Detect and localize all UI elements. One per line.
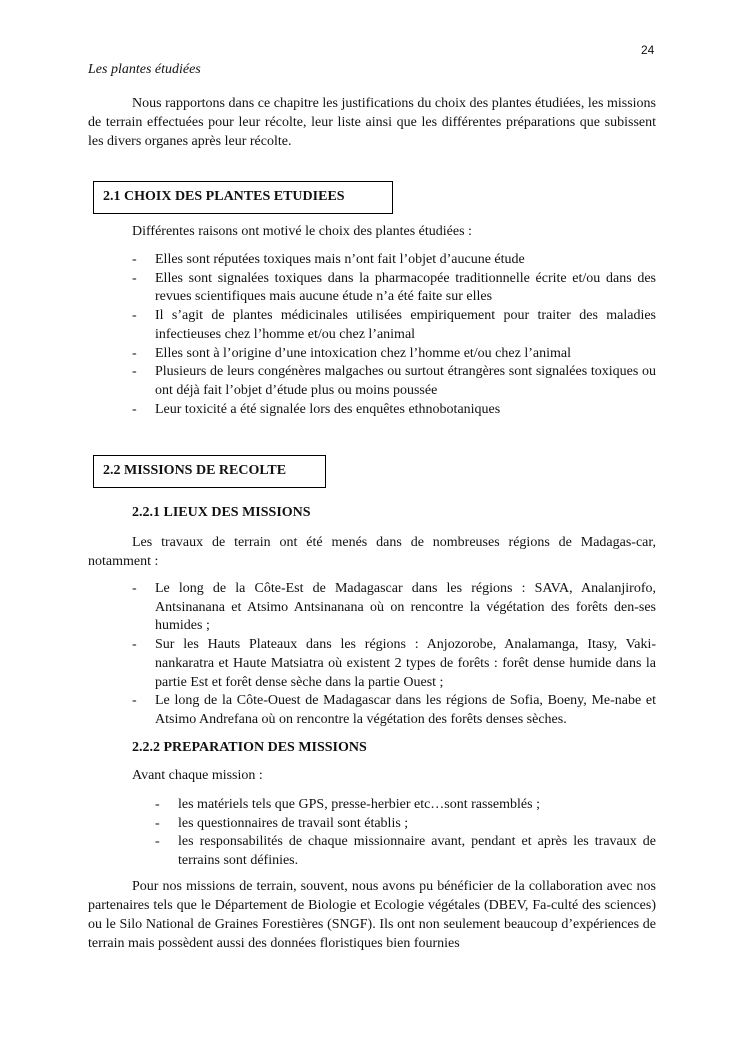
intro-paragraph: Nous rapportons dans ce chapitre les justifications du choix des plantes étudiées, les missions de terrain effectuées pour leur récolte, leur liste ainsi que les différentes préparations que subissent les divers organes après leur récolte. (88, 96, 656, 149)
dash-bullet: - (132, 252, 137, 267)
dash-bullet: - (132, 364, 137, 380)
dash-bullet: - (132, 345, 137, 361)
subsection-2-2-2-heading: 2.2.2 PREPARATION DES MISSIONS (132, 740, 367, 755)
dash-bullet: - (155, 834, 160, 849)
list-item: - Plusieurs de leurs congénères malgaches ou surtout étrangères sont signalées toxiques ou ont déjà fait l’objet d’étude plus ou moins poussée (132, 364, 656, 398)
section-2-1-heading: 2.1 CHOIX DES PLANTES ETUDIEES (93, 181, 393, 214)
subsection-2-2-1-heading: 2.2.1 LIEUX DES MISSIONS (132, 505, 311, 520)
list-item: - Il s’agit de plantes médicinales utilisées empiriquement pour traiter des maladies infectieuses chez l’homme et/ou chez l’animal (132, 308, 656, 342)
list-item: - les questionnaires de travail sont établis ; (155, 815, 656, 834)
list-item: - Le long de la Côte-Est de Madagascar dans les régions : SAVA, Analanjirofo, Antsinanana et Atsimo Antsinanana où on rencontre la végétation des forêts den-ses humides ; (132, 581, 656, 634)
preparation-lead: Avant chaque mission : (132, 768, 263, 783)
dash-bullet: - (132, 693, 137, 709)
dash-bullet: - (132, 581, 137, 596)
section-2-2-heading: 2.2 MISSIONS DE RECOLTE (93, 455, 326, 488)
list-item: - Elles sont signalées toxiques dans la pharmacopée traditionnelle écrite et/ou dans des revues scientifiques mais aucune étude n’a été faite sur elles (132, 270, 656, 305)
running-header: Les plantes étudiées (88, 62, 201, 77)
list-item: - Sur les Hauts Plateaux dans les régions : Anjozorobe, Analamanga, Itasy, Vaki-nankaratra et Haute Matsiatra où existent 2 types de forêts : forêt dense humide dans la partie Est et forêt dense sèche dans la partie Ouest ; (132, 637, 656, 690)
list-item: - Le long de la Côte-Ouest de Madagascar dans les régions de Sofia, Boeny, Me-nabe et Atsimo Andrefana où on rencontre la végétation des forêts denses sèches. (132, 693, 656, 727)
dash-bullet: - (132, 270, 137, 286)
list-item: - les responsabilités de chaque missionnaire avant, pendant et après les travaux de terrains sont définies. (155, 834, 656, 868)
missions-location-paragraph: Les travaux de terrain ont été menés dans de nombreuses régions de Madagas-car, notamment : (88, 535, 656, 569)
dash-bullet: - (155, 815, 160, 831)
list-item: - Leur toxicité a été signalée lors des enquêtes ethnobotaniques (132, 401, 656, 420)
reasons-list (132, 251, 656, 419)
list-item: - Elles sont à l’origine d’une intoxication chez l’homme et/ou chez l’animal (132, 345, 656, 364)
regions-list (132, 580, 656, 730)
dash-bullet: - (132, 308, 137, 324)
preparation-list (155, 796, 656, 870)
dash-bullet: - (155, 797, 160, 812)
list-item: - les matériels tels que GPS, presse-herbier etc…sont rassemblés ; (155, 796, 656, 815)
partners-paragraph: Pour nos missions de terrain, souvent, nous avons pu bénéficier de la collaboration avec nos partenaires tels que le Département de Biologie et Ecologie végétales (DBEV, Fa-culté des sciences) ou le Silo National de Graines Forestières (SNGF). Ils ont non seulement beaucoup d’expériences de terrain mais possèdent aussi des données floristiques bien fournies (88, 879, 656, 951)
page-number: 24 (641, 43, 655, 57)
dash-bullet: - (132, 401, 137, 417)
list-item: - Elles sont réputées toxiques mais n’ont fait l’objet d’aucune étude (132, 251, 656, 270)
section-2-1-lead: Différentes raisons ont motivé le choix des plantes étudiées : (132, 224, 472, 239)
dash-bullet: - (132, 637, 137, 653)
